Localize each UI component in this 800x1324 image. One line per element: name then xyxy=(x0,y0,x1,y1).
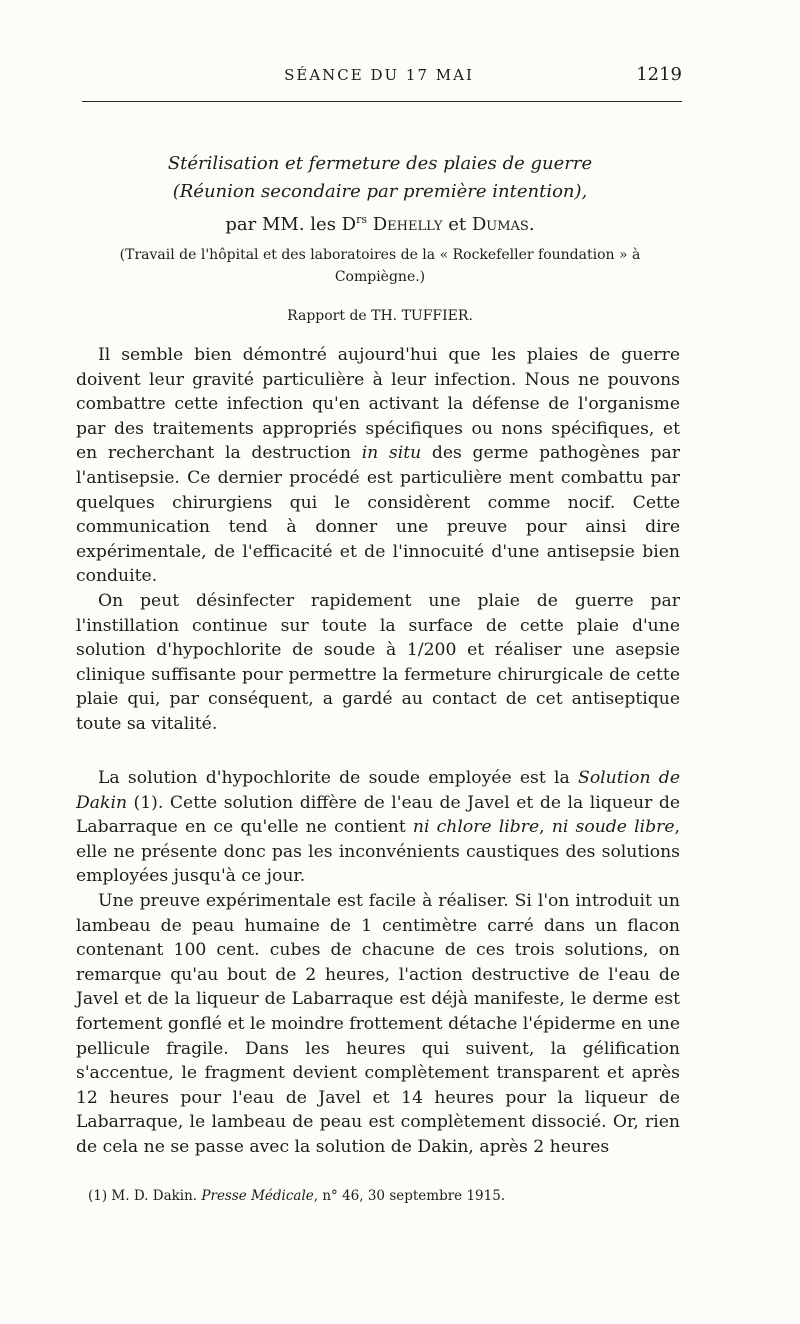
article-title-line-2: (Réunion secondaire par première intention), xyxy=(172,181,588,202)
page-number: 1219 xyxy=(636,64,682,85)
paragraph-3-italic-3: ni soude libre xyxy=(551,817,675,838)
author-1: Dehelly xyxy=(372,214,443,235)
paragraph-3-d: , elle ne présente donc pas les inconvénients caustiques des solutions employées jusqu'à ce jour. xyxy=(76,817,680,887)
footnote xyxy=(88,1188,668,1204)
running-head xyxy=(76,64,682,88)
report-line: Rapport de TH. TUFFIER. xyxy=(287,308,473,324)
footnote-prefix: (1) M. D. Dakin. xyxy=(88,1188,202,1204)
authors-suffix: . xyxy=(528,214,535,235)
paragraph-1-italic: in situ xyxy=(361,443,422,464)
footnote-journal: Presse Médicale xyxy=(201,1188,314,1204)
paragraph-1-text: Il semble bien démontré aujourd'hui que les plaies de guerre doivent leur gravité particulière à leur infection. Nous ne pouvons combattre cette infection qu'en activant la défense de l'organisme par des traitements appropriés spécifiques ou nons spécifiques, et en recherchant la destruction xyxy=(76,345,680,464)
paragraph-1-rest: des germe pathogènes par l'antisepsie. Ce dernier procédé est particulière ment combattu par quelques chirurgiens qui le considèrent comme nocif. Cette communication tend à donner une preuve pour ainsi dire expérimentale, de l'efficacité et de l'innocuité d'une antisepsie bien conduite. xyxy=(76,443,681,587)
paragraph-2: On peut désinfecter rapidement une plaie de guerre par l'instillation continue sur toute la surface de cette plaie d'une solution d'hypochlorite de soude à 1/200 et réaliser une asepsie clinique suffisante pour permettre la fermeture chirurgicale de cette plaie qui, par conséquent, a gardé au contact de cet antiseptique toute sa vitalité. xyxy=(76,590,680,734)
authors-sup: rs xyxy=(356,213,367,226)
paragraph-3-c: , xyxy=(539,817,552,838)
running-title: SÉANCE DU 17 MAI xyxy=(284,66,474,84)
affiliation: (Travail de l'hôpital et des laboratoires de la « Rockefeller foundation » à Compiègne.) xyxy=(119,247,641,285)
paragraph-3-italic-2: ni chlore libre xyxy=(412,817,540,838)
header-rule xyxy=(82,101,682,102)
article-title-block xyxy=(90,150,670,239)
article-title-line-1: Stérilisation et fermeture des plaies de guerre xyxy=(167,153,593,174)
body-section-2 xyxy=(76,766,680,1160)
paragraph-4: Une preuve expérimentale est facile à réaliser. Si l'on introduit un lambeau de peau humaine de 1 centimètre carré dans un flacon contenant 100 cent. cubes de chacune de ces trois solutions, on remarque qu'au bout de 2 heures, l'action destructive de l'eau de Javel et de la liqueur de Labarraque est déjà manifeste, le derme est fortement gonflé et le moindre frottement détache l'épiderme en une pellicule fragile. Dans les heures qui suivent, la gélification s'accentue, le fragment devient complètement transparent et après 12 heures pour l'eau de Javel et 14 heures pour la liqueur de Labarraque, le lambeau de peau est complètement dissocié. Or, rien de cela ne se passe avec la solution de Dakin, après 2 heures xyxy=(76,890,680,1157)
article-authors xyxy=(90,206,670,239)
footnote-suffix: , n° 46, 30 septembre 1915. xyxy=(313,1188,506,1204)
paragraph-3 xyxy=(76,766,680,889)
paragraph-1 xyxy=(76,343,680,589)
author-2: Dumas xyxy=(471,214,529,235)
paragraph-3-b: (1). Cette solution diffère de l'eau de Javel et de la liqueur de Labarraque en ce qu'elle ne contient xyxy=(76,792,680,838)
authors-prefix: par MM. les D xyxy=(225,214,357,235)
paragraph-3-a: La solution d'hypochlorite de soude employée est la xyxy=(98,768,579,788)
paragraph-3-italic-1: Solution de Dakin xyxy=(76,768,680,813)
authors-joiner: et xyxy=(442,214,472,235)
body-section-1 xyxy=(76,343,680,737)
